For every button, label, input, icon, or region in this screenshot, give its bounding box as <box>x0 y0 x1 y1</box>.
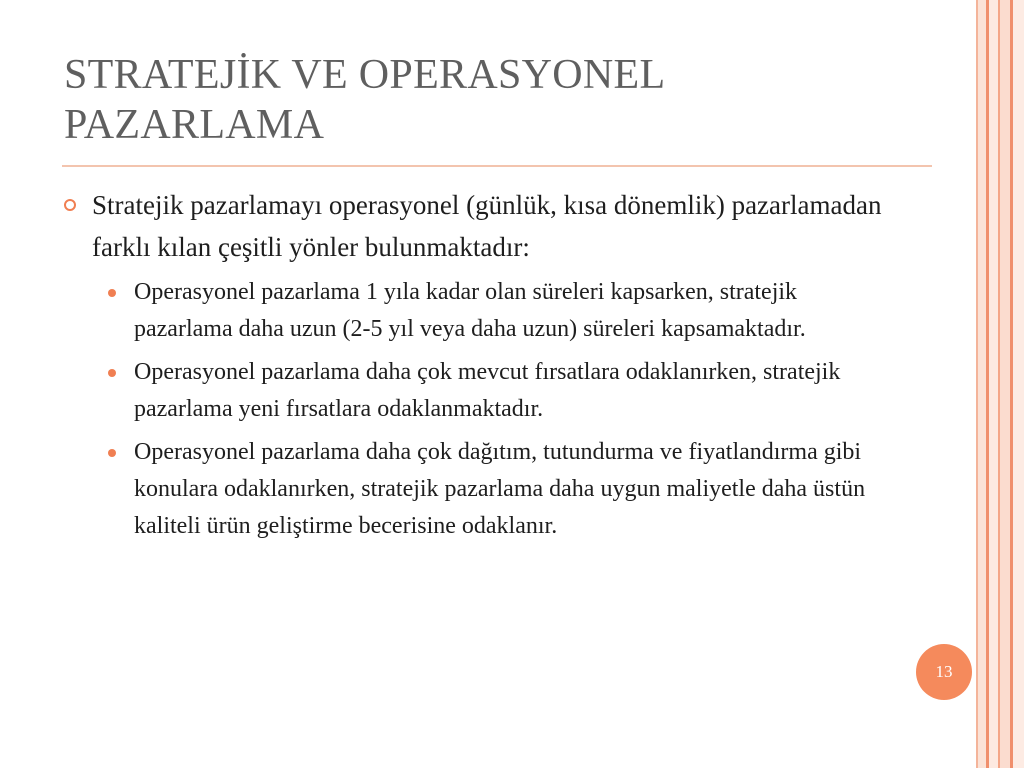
dot-bullet-icon <box>108 289 116 297</box>
sub-bullet-text: Operasyonel pazarlama 1 yıla kadar olan süreleri kapsarken, stratejik pazarlama daha uzun (2-5 yıl veya daha uzun) süreleri kapsamaktadır. <box>134 279 806 342</box>
stripe <box>978 0 986 768</box>
ring-bullet-icon <box>64 199 76 211</box>
sub-bullet-list <box>62 274 892 545</box>
stripe <box>1000 0 1010 768</box>
sub-bullet-text: Operasyonel pazarlama daha çok dağıtım, tutundurma ve fiyatlandırma gibi konulara odaklanırken, stratejik pazarlama daha uygun maliyetle daha üstün kaliteli ürün geliştirme becerisine odaklanır. <box>134 439 866 539</box>
slide-title <box>64 50 884 150</box>
slide-content <box>62 184 892 551</box>
title-divider <box>62 165 932 167</box>
sub-bullet-item <box>62 354 892 428</box>
main-bullet <box>62 184 892 268</box>
title-line-1: STRATEJİK VE OPERASYONEL <box>64 52 666 98</box>
dot-bullet-icon <box>108 449 116 457</box>
decorative-stripes <box>976 0 1024 768</box>
sub-bullet-item <box>62 274 892 348</box>
main-bullet-text: Stratejik pazarlamayı operasyonel (günlük, kısa dönemlik) pazarlamadan farklı kılan çeşitli yönler bulunmaktadır: <box>92 190 882 262</box>
sub-bullet-item <box>62 434 892 545</box>
sub-bullet-text: Operasyonel pazarlama daha çok mevcut fırsatlara odaklanırken, stratejik pazarlama yeni fırsatlara odaklanmaktadır. <box>134 359 841 422</box>
stripe <box>1013 0 1024 768</box>
page-number-badge: 13 <box>916 644 972 700</box>
title-line-2: PAZARLAMA <box>64 102 325 148</box>
dot-bullet-icon <box>108 369 116 377</box>
stripe <box>989 0 998 768</box>
